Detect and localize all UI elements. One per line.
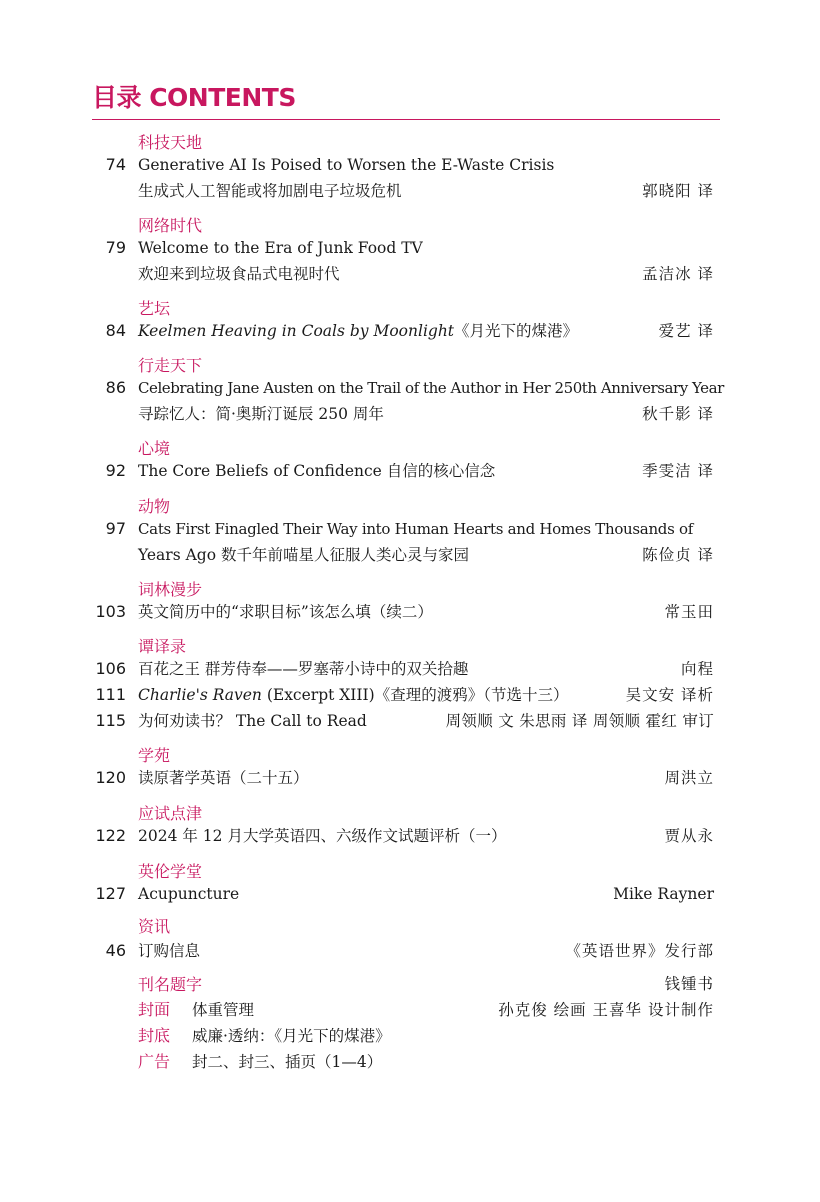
article-title: 2024 年 12 月大学英语四、六级作文试题评析（一）: [138, 827, 507, 845]
title-chinese: 《月光下的煤港》: [454, 322, 579, 340]
translator: 向程: [680, 660, 714, 678]
article-title: 订购信息: [138, 942, 201, 960]
article-title: The Core Beliefs of Confidence 自信的核心信念: [138, 462, 496, 480]
section-label: 动物: [138, 497, 171, 516]
article-title: 英文简历中的“求职目标”该怎么填（续二）: [138, 603, 433, 621]
back-cover-row: [0, 1024, 820, 1048]
article-title: Welcome to the Era of Junk Food TV: [138, 239, 423, 257]
toc-row[interactable]: [0, 882, 820, 906]
toc-row: [0, 179, 820, 203]
translator: 吴文安 译析: [625, 686, 714, 704]
calligraphy-credit: 钱锺书: [664, 975, 714, 993]
toc-row[interactable]: [0, 657, 820, 681]
translator: 周洪立: [664, 769, 714, 787]
toc-row: [0, 402, 820, 426]
page-number: 97: [105, 519, 126, 538]
translator: 孟洁冰 译: [642, 265, 714, 283]
translator: 陈俭贞 译: [642, 546, 714, 564]
section-label: 行走天下: [138, 356, 203, 375]
section-label: 谭译录: [138, 637, 187, 656]
title-chinese: (Excerpt XIII)《查理的渡鸦》（节选十三）: [261, 686, 569, 704]
article-title: Celebrating Jane Austen on the Trail of the Author in Her 250th Anniversary Year: [138, 379, 724, 397]
translator: Mike Rayner: [613, 885, 714, 903]
page-number: 127: [95, 884, 126, 903]
section-label: 词林漫步: [138, 580, 203, 599]
page-number: 120: [95, 768, 126, 787]
toc-row[interactable]: [0, 683, 820, 707]
cover-row: [0, 998, 820, 1022]
italic-title: Charlie's Raven: [138, 686, 262, 704]
article-title: [138, 319, 578, 343]
article-title: 百花之王 群芳侍奉——罗塞蒂小诗中的双关拾趣: [138, 660, 469, 678]
translator: 郭晓阳 译: [642, 182, 714, 200]
toc-row[interactable]: [0, 709, 820, 733]
toc-row: [0, 543, 820, 567]
article-title: [138, 683, 568, 707]
article-subtitle: 寻踪忆人：简·奥斯汀诞辰 250 周年: [138, 405, 384, 423]
back-cover-value: 威廉·透纳：《月光下的煤港》: [192, 1027, 391, 1045]
section-label: 心境: [138, 439, 171, 458]
toc-row[interactable]: [0, 236, 820, 260]
page-number: 106: [95, 659, 126, 678]
translator: 常玉田: [664, 603, 714, 621]
cover-label: 封面: [138, 1000, 171, 1019]
toc-row: [0, 262, 820, 286]
page-number: 92: [105, 461, 126, 480]
toc-row[interactable]: [0, 517, 820, 541]
italic-title: Keelmen Heaving in Coals by Moonlight: [138, 322, 455, 340]
section-label: 科技天地: [138, 133, 203, 152]
section-label: 资讯: [138, 917, 171, 936]
translator: 《英语世界》发行部: [565, 942, 714, 960]
article-title: Cats First Finagled Their Way into Human Hearts and Homes Thousands of: [138, 520, 693, 538]
toc-row[interactable]: [0, 459, 820, 483]
article-title: Generative AI Is Poised to Worsen the E-Waste Crisis: [138, 156, 555, 174]
page-number: 74: [105, 155, 126, 174]
article-title: 读原著学英语（二十五）: [138, 769, 309, 787]
article-title: 为何劝读书？ The Call to Read: [138, 712, 367, 730]
cover-value: 体重管理: [192, 1001, 255, 1019]
translator: 爱艺 译: [658, 322, 714, 340]
header-divider: [92, 119, 720, 120]
section-label: 艺坛: [138, 299, 171, 318]
translator: 周领顺 文 朱思雨 译 周领顺 霍红 审订: [445, 712, 714, 730]
page-number: 122: [95, 826, 126, 845]
page-number: 115: [95, 711, 126, 730]
toc-row[interactable]: [0, 824, 820, 848]
ads-row: [0, 1050, 820, 1074]
calligraphy-label: 刊名题字: [138, 975, 203, 994]
toc-row[interactable]: [0, 766, 820, 790]
section-label: 应试点津: [138, 804, 203, 823]
ads-value: 封二、封三、插页（1—4）: [192, 1053, 383, 1071]
cover-credit: 孙克俊 绘画 王喜华 设计制作: [498, 1001, 714, 1019]
page-number: 86: [105, 378, 126, 397]
toc-row[interactable]: [0, 153, 820, 177]
translator: 季雯洁 译: [642, 462, 714, 480]
page-number: 46: [105, 941, 126, 960]
section-label: 网络时代: [138, 216, 203, 235]
toc-row[interactable]: [0, 319, 820, 343]
article-subtitle: 欢迎来到垃圾食品式电视时代: [138, 265, 340, 283]
article-title: Acupuncture: [138, 885, 240, 903]
ads-label: 广告: [138, 1052, 171, 1071]
page-number: 103: [95, 602, 126, 621]
back-cover-label: 封底: [138, 1026, 171, 1045]
page-title: 目录 CONTENTS: [92, 83, 296, 112]
calligraphy-row: [0, 972, 820, 996]
toc-header: [92, 82, 720, 114]
article-subtitle: 生成式人工智能或将加剧电子垃圾危机: [138, 182, 402, 200]
toc-row[interactable]: [0, 600, 820, 624]
page-number: 111: [95, 685, 126, 704]
translator: 贾从永: [664, 827, 714, 845]
section-label: 英伦学堂: [138, 862, 203, 881]
article-subtitle: Years Ago 数千年前喵星人征服人类心灵与家园: [138, 546, 469, 564]
section-label: 学苑: [138, 746, 171, 765]
toc-row[interactable]: [0, 939, 820, 963]
toc-row[interactable]: [0, 376, 820, 400]
translator: 秋千影 译: [642, 405, 714, 423]
page-number: 84: [105, 321, 126, 340]
page-number: 79: [105, 238, 126, 257]
